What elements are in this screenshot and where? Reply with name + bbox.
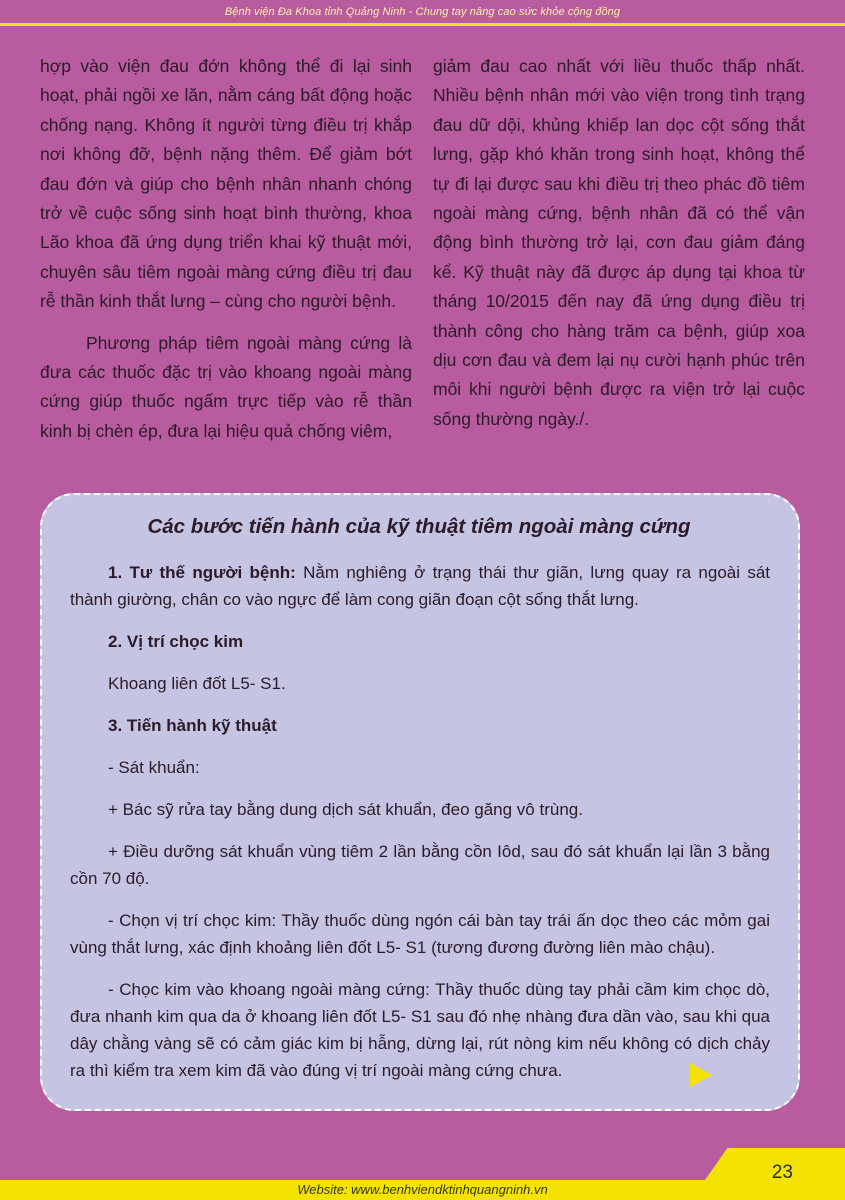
step-1-label: 1. Tư thế người bệnh: <box>108 563 296 582</box>
step-1 <box>70 559 770 613</box>
step-3-heading: 3. Tiến hành kỹ thuật <box>108 716 277 735</box>
step-2-text: Khoang liên đốt L5- S1. <box>108 674 286 693</box>
step-1-text: Nằm nghiêng ở trạng thái thư giãn, lưng quay ra ngoài sát thành giường, chân co vào ngực để làm cong giãn đoạn cột sống thắt lưng. <box>70 563 771 609</box>
right-column <box>433 52 805 472</box>
left-paragraph-1: hợp vào viện đau đớn không thể đi lại sinh hoạt, phải ngồi xe lăn, nằm cáng bất động hoặc chống nạng. Không ít người từng điều trị khắp nơi không đỡ, bệnh nặng thêm. Để giảm bớt đau đớn và giúp cho bệnh nhân nhanh chóng trở về cuộc sống sinh hoạt bình thường, khoa Lão khoa đã ứng dụng triển khai kỹ thuật mới, chuyên sâu tiêm ngoài màng cứng điều trị đau rễ thần kinh thắt lưng – cùng cho người bệnh. <box>40 56 412 312</box>
choc-kim-item: - Chọc kim vào khoang ngoài màng cứng: Thầy thuốc dùng tay phải cầm kim chọc dò, đưa nhanh kim qua da ở khoang liên đốt L5- S1 sau đó nhẹ nhàng đưa dần vào, sau khi qua dây chằng vàng sẽ có cảm giác kim bị hẫng, dừng lại, rút nòng kim nếu không có dịch chảy ra thì kiểm tra xem kim đã vào đúng vị trí ngoài màng cứng chưa. <box>70 980 770 1080</box>
bac-sy-item: + Bác sỹ rửa tay bằng dung dịch sát khuẩn, đeo găng vô trùng. <box>108 800 583 819</box>
page-number: 23 <box>771 1162 793 1183</box>
website-link[interactable]: Website: www.benhviendktinhquangninh.vn <box>297 1182 548 1197</box>
procedure-box <box>40 493 800 1111</box>
article-columns <box>40 52 805 472</box>
page-header <box>0 0 845 26</box>
step-2-heading: 2. Vị trí chọc kim <box>108 632 244 651</box>
left-column <box>40 52 412 472</box>
continue-arrow-icon <box>690 1063 712 1087</box>
right-paragraph-1: giảm đau cao nhất với liều thuốc thấp nhất. Nhiều bệnh nhân mới vào viện trong tình trạng đau dữ dội, khủng khiếp lan dọc cột sống thắt lưng, gặp khó khăn trong sinh hoạt, không thể tự đi lại được sau khi điều trị theo phác đồ tiêm ngoài màng cứng, bệnh nhân đã có thể vận động bình thường trở lại, cơn đau giảm đáng kể. Kỹ thuật này đã được áp dụng tại khoa từ tháng 10/2015 đến nay đã ứng dụng điều trị thành công cho hàng trăm ca bệnh, giúp xoa dịu cơn đau và đem lại nụ cười hạnh phúc trên môi khi người bệnh được ra viện trở lại cuộc sống thường ngày./. <box>433 56 805 429</box>
left-paragraph-2: Phương pháp tiêm ngoài màng cứng là đưa các thuốc đặc trị vào khoang ngoài màng cứng giúp thuốc ngấm trực tiếp vào rễ thần kinh bị chèn ép, đưa lại hiệu quả chống viêm, <box>40 332 412 441</box>
box-title: Các bước tiến hành của kỹ thuật tiêm ngoài màng cứng <box>147 515 691 538</box>
dieu-duong-item: + Điều dưỡng sát khuẩn vùng tiêm 2 lần bằng cồn Iôd, sau đó sát khuẩn lại lần 3 bằng cồn 70 độ. <box>70 842 770 888</box>
chon-vi-tri-item: - Chọn vị trí chọc kim: Thầy thuốc dùng ngón cái bàn tay trái ấn dọc theo các mỏm gai vùng thắt lưng, xác định khoảng liên đốt L5- S1 (tương đương đường liên mào chậu). <box>70 911 770 957</box>
step-3-label <box>108 712 770 739</box>
sat-khuan-item: - Sát khuẩn: <box>108 758 200 777</box>
header-rule <box>0 23 845 26</box>
header-text: Bệnh viện Đa Khoa tỉnh Quảng Ninh - Chung tay nâng cao sức khỏe cộng đồng <box>224 6 621 18</box>
step-2-label <box>108 628 770 655</box>
